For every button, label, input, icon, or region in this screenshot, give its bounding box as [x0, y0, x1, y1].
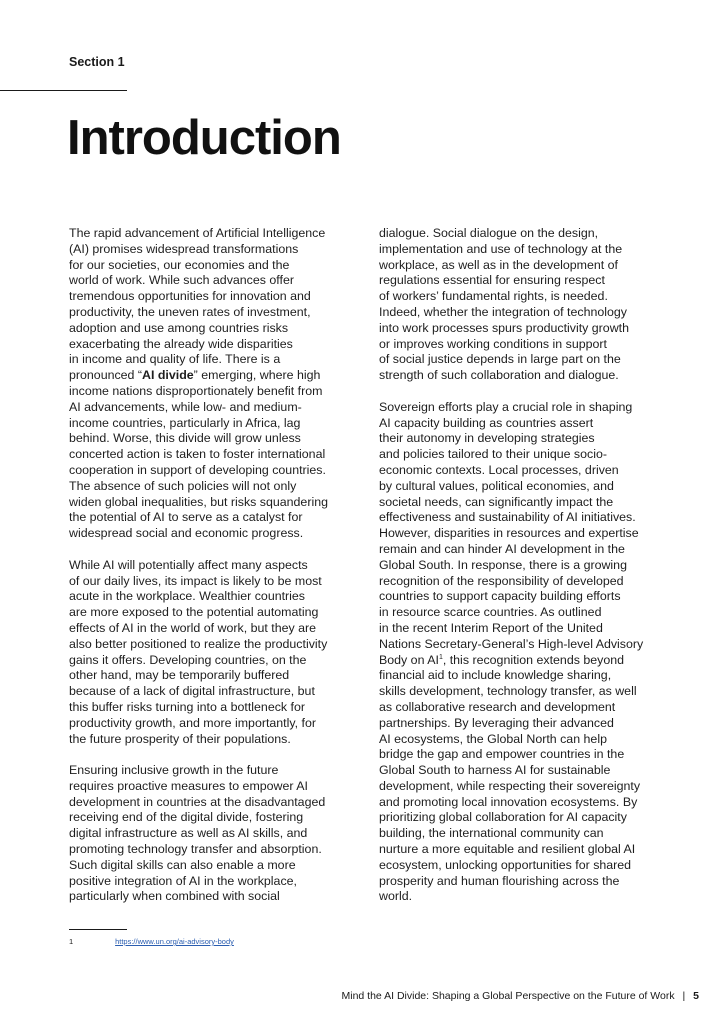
text-line: in the recent Interim Report of the United: [379, 620, 603, 635]
text-line: receiving end of the digital divide, fostering: [69, 810, 304, 825]
body-column-left: [69, 226, 351, 905]
page-title: Introduction: [67, 111, 341, 165]
text-line: other hand, may be temporarily buffered: [69, 668, 290, 683]
text-line: Nations Secretary-General’s High-level Advisory: [379, 636, 644, 651]
text-line: nurture a more equitable and resilient global AI: [379, 842, 636, 857]
text-line: also better positioned to realize the productivity: [69, 636, 328, 651]
text-line: acute in the workplace. Wealthier countries: [69, 589, 306, 604]
text-line: into work processes spurs productivity growth: [379, 320, 629, 335]
text-line: the future prosperity of their populations.: [69, 731, 291, 746]
text-line: income nations disproportionately benefit from: [69, 383, 323, 398]
text-line: widen global inequalities, but risks squandering: [69, 494, 328, 509]
text-line: in income and quality of life. There is a: [69, 352, 281, 367]
text-line: recognition of the responsibility of developed: [379, 573, 624, 588]
text-line: cooperation in support of developing countries.: [69, 462, 326, 477]
text-line: productivity growth, and more importantly, for: [69, 715, 316, 730]
footnote-link[interactable]: https://www.un.org/ai-advisory-body: [115, 937, 234, 946]
text-line: Indeed, whether the integration of technology: [379, 304, 627, 319]
text-line: world of work. While such advances offer: [69, 273, 294, 288]
text-line: this buffer risks turning into a bottleneck for: [69, 699, 306, 714]
footnote-divider: [69, 929, 127, 930]
text-line: development in countries at the disadvantaged: [69, 794, 326, 809]
text-line: [379, 653, 661, 669]
text-line: adoption and use among countries risks: [69, 320, 289, 335]
text-line: prioritizing global collaboration for AI capacity: [379, 810, 627, 825]
text-line: skills development, technology transfer, as well: [379, 684, 637, 699]
text-line: AI capacity building as countries assert: [379, 415, 594, 430]
text-line: and promoting local innovation ecosystems. By: [379, 794, 638, 809]
text-line: bridge the gap and empower countries in the: [379, 747, 625, 762]
text-line: Global South. In response, there is a growing: [379, 557, 627, 572]
text-line: exacerbating the already wide disparities: [69, 336, 293, 351]
section-divider: [0, 90, 127, 91]
text-line: Global South to harness AI for sustainable: [379, 763, 611, 778]
text-line: tremendous opportunities for innovation and: [69, 289, 311, 304]
text-line: Sovereign efforts play a crucial role in shaping: [379, 399, 633, 414]
text-line: effects of AI in the world of work, but they are: [69, 620, 317, 635]
footnote: [69, 937, 234, 946]
footer-document-title: Mind the AI Divide: Shaping a Global Perspective on the Future of Work: [341, 990, 675, 1002]
text-line: because of a lack of digital infrastructure, but: [69, 684, 315, 699]
body-column-right: [379, 226, 661, 905]
text-line: prosperity and human flourishing across the: [379, 873, 620, 888]
text-line: digital infrastructure as well as AI skills, and: [69, 826, 308, 841]
text-fragment: pronounced “: [69, 368, 143, 383]
text-line: The rapid advancement of Artificial Intelligence: [69, 226, 326, 240]
text-line: dialogue. Social dialogue on the design,: [379, 226, 599, 240]
text-line: partnerships. By leveraging their advanced: [379, 715, 614, 730]
text-fragment: , this recognition extends beyond: [442, 652, 625, 667]
text-line: concerted action is taken to foster international: [69, 447, 326, 462]
text-line: as collaborative research and development: [379, 699, 616, 714]
text-line: economic contexts. Local processes, driven: [379, 462, 619, 477]
text-line: by cultural values, political economies, and: [379, 478, 614, 493]
footnote-number: 1: [69, 937, 74, 946]
paragraph-gap: [69, 542, 351, 558]
text-line: Such digital skills can also enable a more: [69, 857, 296, 872]
text-line: societal needs, can significantly impact the: [379, 494, 614, 509]
paragraph-gap: [379, 384, 661, 400]
text-line: effectiveness and sustainability of AI initiatives.: [379, 510, 636, 525]
text-line: of workers’ fundamental rights, is needed.: [379, 289, 608, 304]
text-line: building, the international community can: [379, 826, 604, 841]
footnote-reference[interactable]: 1: [438, 653, 443, 661]
text-line: [69, 368, 351, 384]
paragraph-gap: [69, 747, 351, 763]
text-line: workplace, as well as in the development of: [379, 257, 618, 272]
text-line: AI ecosystems, the Global North can help: [379, 731, 607, 746]
text-line: their autonomy in developing strategies: [379, 431, 595, 446]
ai-divide-emphasis: AI divide: [142, 368, 194, 383]
text-line: remain and can hinder AI development in the: [379, 541, 625, 556]
text-line: implementation and use of technology at the: [379, 241, 623, 256]
text-line: of our daily lives, its impact is likely to be most: [69, 573, 322, 588]
text-line: requires proactive measures to empower AI: [69, 778, 308, 793]
page-footer: [342, 990, 700, 1002]
text-line: (AI) promises widespread transformations: [69, 241, 299, 256]
text-line: world.: [379, 889, 413, 904]
text-line: are more exposed to the potential automating: [69, 605, 319, 620]
text-line: Ensuring inclusive growth in the future: [69, 763, 279, 778]
text-line: gains it offers. Developing countries, on the: [69, 652, 307, 667]
text-fragment: ” emerging, where high: [193, 368, 321, 383]
section-label: Section 1: [69, 55, 125, 69]
text-line: particularly when combined with social: [69, 889, 280, 904]
text-line: development, while respecting their sovereignty: [379, 778, 641, 793]
footer-separator: |: [682, 990, 686, 1002]
text-line: While AI will potentially affect many aspects: [69, 557, 308, 572]
text-line: regulations essential for ensuring respect: [379, 273, 605, 288]
text-line: productivity, the uneven rates of investment,: [69, 304, 311, 319]
text-line: countries to support capacity building efforts: [379, 589, 621, 604]
text-line: income countries, particularly in Africa, lag: [69, 415, 301, 430]
text-line: positive integration of AI in the workplace,: [69, 873, 297, 888]
page-number: 5: [693, 990, 699, 1002]
text-line: or improves working conditions in support: [379, 336, 607, 351]
text-line: of social justice depends in large part on the: [379, 352, 621, 367]
text-line: in resource scarce countries. As outlined: [379, 605, 602, 620]
text-line: the potential of AI to serve as a catalyst for: [69, 510, 303, 525]
text-line: financial aid to include knowledge sharing,: [379, 668, 612, 683]
text-fragment: Body on AI: [379, 652, 439, 667]
text-line: behind. Worse, this divide will grow unless: [69, 431, 301, 446]
text-line: promoting technology transfer and absorption.: [69, 842, 322, 857]
text-line: for our societies, our economies and the: [69, 257, 290, 272]
text-line: and policies tailored to their unique socio-: [379, 447, 607, 462]
text-line: AI advancements, while low- and medium-: [69, 399, 302, 414]
text-line: However, disparities in resources and expertise: [379, 526, 639, 541]
text-line: widespread social and economic progress.: [69, 526, 304, 541]
text-line: The absence of such policies will not only: [69, 478, 297, 493]
text-line: strength of such collaboration and dialogue.: [379, 368, 619, 383]
text-line: ecosystem, unlocking opportunities for shared: [379, 857, 632, 872]
